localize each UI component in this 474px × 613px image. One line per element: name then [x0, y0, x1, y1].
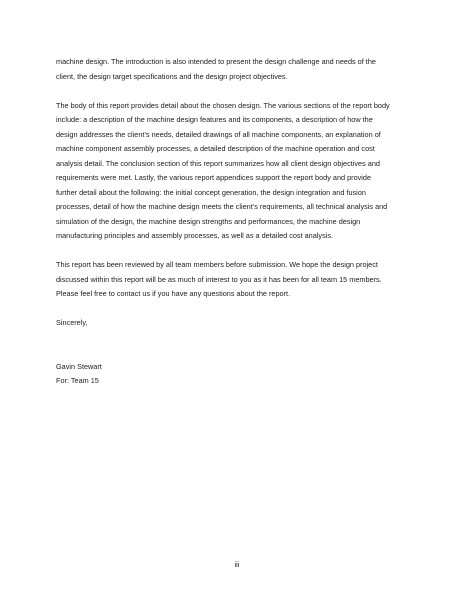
paragraph-spacer	[56, 244, 426, 259]
text-line: This report has been reviewed by all team members before submission. We hope the design project	[56, 260, 378, 269]
text-line: machine design. The introduction is also intended to present the design challenge and needs of the	[56, 57, 376, 66]
text-line: client, the design target specifications and the design project objectives.	[56, 71, 288, 81]
paragraph-report-body	[56, 99, 426, 244]
signature-spacer	[56, 345, 426, 360]
text-line: manufacturing principles and assembly processes, as well as a detailed cost analysis.	[56, 231, 334, 240]
text-line: requirements were met. Lastly, the various report appendices support the report body and provide	[56, 173, 372, 182]
text-line: processes, detail of how the machine design meets the client’s requirements, all technical analysis and	[56, 202, 388, 211]
letter-body	[56, 55, 426, 389]
text-line: discussed within this report will be as much of interest to you as it has been for all team 15 members.	[56, 274, 382, 284]
text-line: further detail about the following: the initial concept generation, the design integration and fusion	[56, 187, 366, 197]
signature-team: For: Team 15	[56, 376, 99, 385]
text-line: analysis detail. The conclusion section of this report summarizes how all client design objectives and	[56, 158, 380, 168]
paragraph-introduction-end	[56, 55, 426, 84]
paragraph-spacer	[56, 302, 426, 317]
text-line: The body of this report provides detail about the chosen design. The various sections of the report body	[56, 100, 390, 110]
text-line: Please feel free to contact us if you have any questions about the report.	[56, 289, 291, 298]
signature-spacer	[56, 331, 426, 346]
signature-block	[56, 360, 426, 389]
text-line: include: a description of the machine design features and its components, a description of how the	[56, 115, 373, 124]
text-line: design addresses the client’s needs, detailed drawings of all machine components, an explanation of	[56, 129, 381, 139]
closing-salutation: Sincerely,	[56, 318, 88, 327]
page-number: iii	[234, 560, 240, 569]
signature-name: Gavin Stewart	[56, 361, 102, 371]
paragraph-review-note	[56, 258, 426, 302]
text-line: simulation of the design, the machine design strengths and performances, the machine design	[56, 216, 361, 226]
closing-block	[56, 316, 426, 331]
text-line: machine component assembly processes, a detailed description of the machine operation and cost	[56, 144, 375, 153]
paragraph-spacer	[56, 84, 426, 99]
